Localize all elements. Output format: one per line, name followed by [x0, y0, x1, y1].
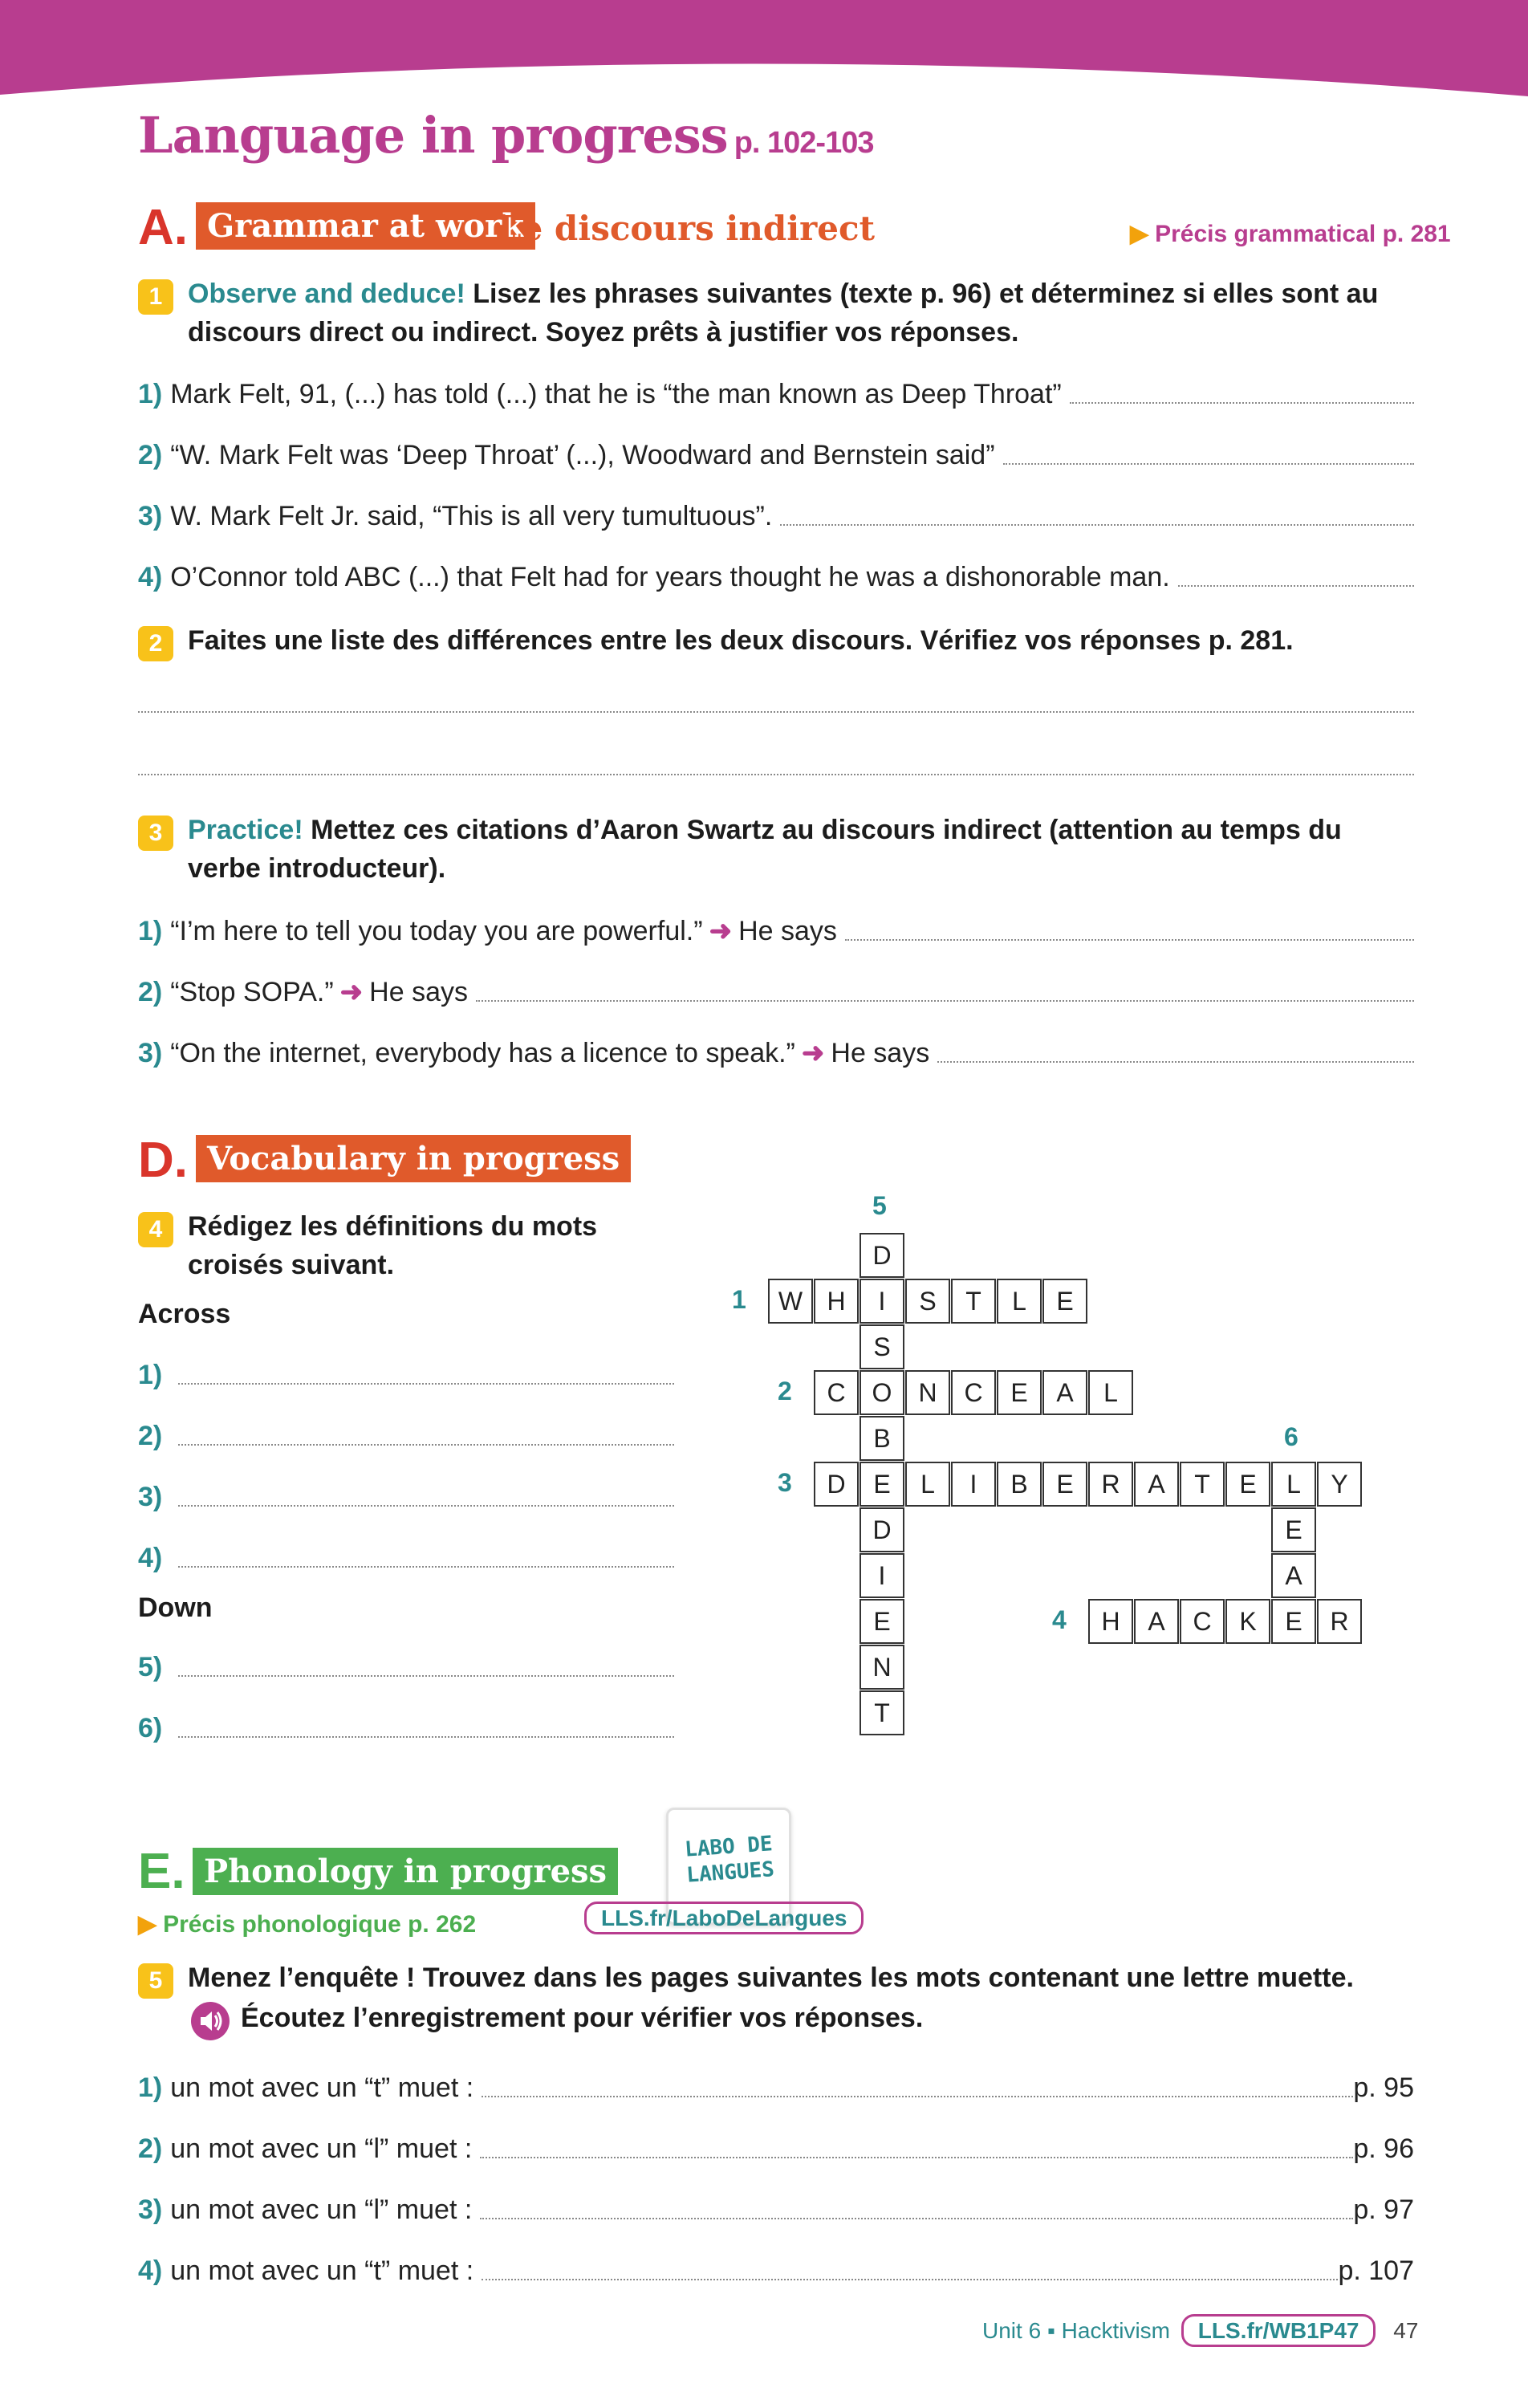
item-text: un mot avec un “t” muet : [170, 2255, 474, 2286]
crossword-cell[interactable]: C [814, 1370, 859, 1415]
item-number: 4) [138, 562, 163, 592]
item-number: 3) [138, 2194, 163, 2225]
footer-link[interactable]: LLS.fr/WB1P47 [1181, 2314, 1376, 2347]
answer-line[interactable] [1178, 585, 1414, 587]
item-page: p. 107 [1338, 2255, 1414, 2286]
answer-line[interactable] [178, 1736, 674, 1738]
item-page: p. 95 [1353, 2072, 1414, 2103]
answer-line[interactable] [480, 2157, 1353, 2158]
exercise-2-answer-line-2[interactable] [138, 774, 1414, 775]
exercise-5-badge: 5 [138, 1963, 173, 1999]
page-title-pages: p. 102-103 [734, 126, 874, 160]
item-text: W. Mark Felt Jr. said, “This is all very tumultuous”. [170, 501, 773, 531]
labo-link-text[interactable]: LLS.fr/LaboDeLangues [584, 1902, 864, 1934]
item-number: 2) [138, 440, 163, 470]
top-band [0, 0, 1528, 104]
answer-line[interactable] [1003, 463, 1414, 465]
exercise-5-item-3 [138, 2194, 1414, 2226]
exercise-3-item-3 [138, 1037, 1414, 1069]
crossword-cell[interactable]: E [1225, 1462, 1270, 1507]
crossword-cell[interactable]: E [1271, 1599, 1316, 1644]
crossword-cell[interactable]: Y [1317, 1462, 1362, 1507]
exercise-1-instruction [188, 275, 1416, 352]
crossword-cell[interactable]: A [1271, 1553, 1316, 1598]
arrow-icon: ➜ [339, 977, 364, 1007]
exercise-1-text: Lisez les phrases suivantes (texte p. 96) et déterminez si elles sont au discours direct ou indirect. Soyez prêts à justifier vos réponses. [188, 279, 1379, 348]
crossword-cell[interactable]: O [860, 1370, 904, 1415]
arrow-icon: ➜ [801, 1038, 825, 1068]
crossword-cell[interactable]: R [1317, 1599, 1362, 1644]
crossword-cell[interactable]: L [997, 1279, 1042, 1324]
exercise-3-instruction [188, 811, 1416, 888]
item-tail: He says [831, 1038, 930, 1068]
footer-unit: Unit 6 [982, 2318, 1042, 2343]
crossword-cell[interactable]: D [814, 1462, 859, 1507]
exercise-5-instruction: Menez l’enquête ! Trouvez dans les pages suivantes les mots contenant une lettre muette. [188, 1963, 1354, 1993]
crossword-cell[interactable]: E [1271, 1507, 1316, 1552]
across-item-2 [138, 1421, 674, 1452]
item-text: “I’m here to tell you today you are powerful.” [170, 916, 703, 946]
answer-line[interactable] [476, 1000, 1414, 1002]
crossword-cell[interactable]: I [860, 1553, 904, 1598]
exercise-1-item-1 [138, 379, 1414, 410]
exercise-5-item-1 [138, 2072, 1414, 2104]
exercise-5-audio-text: Écoutez l’enregistrement pour vérifier vos réponses. [241, 2003, 924, 2033]
item-number: 3) [138, 1038, 163, 1068]
exercise-3-lead: Practice! [188, 815, 303, 845]
exercise-1-lead: Observe and deduce! [188, 279, 465, 309]
phonology-reference-text: Précis phonologique p. 262 [163, 1911, 477, 1938]
answer-line[interactable] [845, 939, 1414, 941]
exercise-1-item-3 [138, 501, 1414, 532]
exercise-4-badge: 4 [138, 1212, 173, 1247]
crossword-cell[interactable]: C [1180, 1599, 1225, 1644]
exercise-2-badge: 2 [138, 626, 173, 661]
item-number: 2) [138, 2133, 163, 2164]
crossword-cell[interactable]: A [1134, 1462, 1179, 1507]
item-text: Mark Felt, 91, (...) has told (...) that he is “the man known as Deep Throat” [170, 379, 1062, 409]
down-label: Down [138, 1592, 213, 1623]
crossword-cell[interactable]: I [860, 1279, 904, 1324]
exercise-5-item-2 [138, 2133, 1414, 2165]
answer-line[interactable] [178, 1566, 674, 1568]
triangle-icon: ▶ [1130, 221, 1149, 247]
answer-line[interactable] [482, 2096, 1353, 2097]
exercise-4-instruction: Rédigez les définitions du mots croisés suivant. [188, 1211, 598, 1280]
crossword-cell[interactable]: C [951, 1370, 996, 1415]
item-tail: He says [738, 916, 837, 946]
exercise-1-badge: 1 [138, 279, 173, 315]
exercise-1-item-4 [138, 562, 1414, 593]
item-page: p. 97 [1353, 2194, 1414, 2225]
crossword-number-4: 4 [1052, 1605, 1067, 1634]
phonology-reference-link[interactable] [138, 1910, 476, 1938]
exercise-3-text: Mettez ces citations d’Aaron Swartz au discours indirect (attention au temps du verbe introducteur). [188, 815, 1342, 884]
footer-separator: ▪ [1046, 2318, 1055, 2343]
speaker-icon [191, 2002, 230, 2040]
item-number: 4) [138, 1543, 163, 1573]
crossword-cell[interactable]: L [905, 1462, 950, 1507]
crossword-number-3: 3 [778, 1468, 792, 1497]
item-number: 2) [138, 977, 163, 1007]
crossword-cell[interactable]: L [1088, 1370, 1133, 1415]
answer-line[interactable] [780, 524, 1414, 526]
item-text: O’Connor told ABC (...) that Felt had for years thought he was a dishonorable man. [170, 562, 1170, 592]
item-text: “On the internet, everybody has a licence to speak.” [170, 1038, 795, 1068]
crossword-cell[interactable]: E [997, 1370, 1042, 1415]
labo-link[interactable] [584, 1906, 864, 1931]
section-a-subtitle: Le discours indirect [498, 209, 875, 248]
crossword-cell[interactable]: S [860, 1324, 904, 1369]
crossword-cell[interactable]: W [768, 1279, 813, 1324]
item-number: 1) [138, 379, 163, 409]
answer-line[interactable] [937, 1061, 1414, 1063]
down-item-5 [138, 1652, 674, 1683]
answer-line[interactable] [482, 2279, 1338, 2280]
item-text: un mot avec un “t” muet : [170, 2072, 474, 2103]
audio-icon[interactable] [191, 2002, 230, 2040]
crossword-cell[interactable]: D [860, 1507, 904, 1552]
item-text: “W. Mark Felt was ‘Deep Throat’ (...), Woodward and Bernstein said” [170, 440, 995, 470]
item-number: 1) [138, 916, 163, 946]
exercise-3-item-1 [138, 915, 1414, 947]
crossword-cell[interactable]: H [814, 1279, 859, 1324]
crossword-number-2: 2 [778, 1377, 792, 1405]
crossword-cell[interactable]: S [905, 1279, 950, 1324]
crossword-cell[interactable]: T [1180, 1462, 1225, 1507]
exercise-5-item-4 [138, 2255, 1414, 2287]
page-number: 47 [1393, 2318, 1419, 2343]
crossword-number-6: 6 [1284, 1422, 1298, 1451]
item-tail: He says [369, 977, 468, 1007]
crossword-cell[interactable]: B [997, 1462, 1042, 1507]
crossword-number-1: 1 [732, 1285, 746, 1314]
exercise-1-item-2 [138, 440, 1414, 471]
crossword-cell[interactable]: T [951, 1279, 996, 1324]
across-label: Across [138, 1299, 231, 1329]
exercise-3-badge: 3 [138, 816, 173, 851]
item-number: 1) [138, 2072, 163, 2103]
grammar-reference-text: Précis grammatical p. 281 [1155, 221, 1451, 247]
labo-logo-text [666, 1806, 791, 1889]
grammar-reference-link[interactable] [1130, 220, 1451, 248]
crossword-cell[interactable]: B [860, 1416, 904, 1461]
crossword-cell[interactable]: L [1271, 1462, 1316, 1507]
crossword-cell[interactable]: E [860, 1599, 904, 1644]
section-a-letter: A. [138, 200, 188, 255]
item-text: un mot avec un “l” muet : [170, 2194, 473, 2225]
answer-line[interactable] [178, 1383, 674, 1385]
exercise-2-answer-line-1[interactable] [138, 711, 1414, 713]
crossword-cell[interactable]: E [860, 1462, 904, 1507]
crossword-cell[interactable]: H [1088, 1599, 1133, 1644]
arrow-icon: ➜ [709, 916, 733, 946]
exercise-3-item-2 [138, 976, 1414, 1008]
section-e-letter: E. [138, 1844, 185, 1899]
answer-line[interactable] [178, 1505, 674, 1507]
section-a-box: Grammar at work [196, 202, 535, 250]
footer-topic: Hacktivism [1061, 2318, 1170, 2343]
item-text: “Stop SOPA.” [170, 977, 334, 1007]
section-e-box: Phonology in progress [193, 1848, 618, 1895]
page-title-text: Language in progress [138, 106, 728, 165]
answer-line[interactable] [480, 2218, 1353, 2219]
item-number: 1) [138, 1360, 163, 1390]
item-number: 5) [138, 1652, 163, 1682]
item-number: 4) [138, 2255, 163, 2286]
answer-line[interactable] [178, 1444, 674, 1446]
item-number: 6) [138, 1713, 163, 1743]
crossword-number-5: 5 [872, 1191, 887, 1220]
labo-logo-line-2: LANGUES [685, 1857, 775, 1888]
across-item-3 [138, 1482, 674, 1513]
exercise-2-instruction: Faites une liste des différences entre les deux discours. Vérifiez vos réponses p. 281. [188, 625, 1294, 656]
item-number: 3) [138, 501, 163, 531]
crossword-cell[interactable]: D [860, 1233, 904, 1278]
crossword-cell[interactable]: A [1042, 1370, 1087, 1415]
page-title [138, 106, 873, 165]
item-page: p. 96 [1353, 2133, 1414, 2164]
crossword-cell[interactable]: E [1042, 1279, 1087, 1324]
crossword-cell[interactable]: R [1088, 1462, 1133, 1507]
labo-logo-line-1: LABO DE [684, 1832, 774, 1862]
item-number: 2) [138, 1421, 163, 1451]
footer [982, 2318, 1418, 2344]
crossword-cell[interactable]: N [905, 1370, 950, 1415]
crossword-cell[interactable]: K [1225, 1599, 1270, 1644]
answer-line[interactable] [178, 1675, 674, 1677]
across-item-1 [138, 1360, 674, 1391]
crossword-cell[interactable]: A [1134, 1599, 1179, 1644]
section-d-box: Vocabulary in progress [196, 1135, 631, 1182]
crossword-cell[interactable]: I [951, 1462, 996, 1507]
item-number: 3) [138, 1482, 163, 1512]
crossword-cell[interactable]: T [860, 1690, 904, 1735]
triangle-icon: ▶ [138, 1911, 157, 1938]
across-item-4 [138, 1543, 674, 1574]
crossword-cell[interactable]: N [860, 1645, 904, 1690]
crossword-cell[interactable]: E [1042, 1462, 1087, 1507]
item-text: un mot avec un “l” muet : [170, 2133, 473, 2164]
answer-line[interactable] [1070, 402, 1414, 404]
down-item-6 [138, 1713, 674, 1744]
section-d-letter: D. [138, 1133, 188, 1188]
